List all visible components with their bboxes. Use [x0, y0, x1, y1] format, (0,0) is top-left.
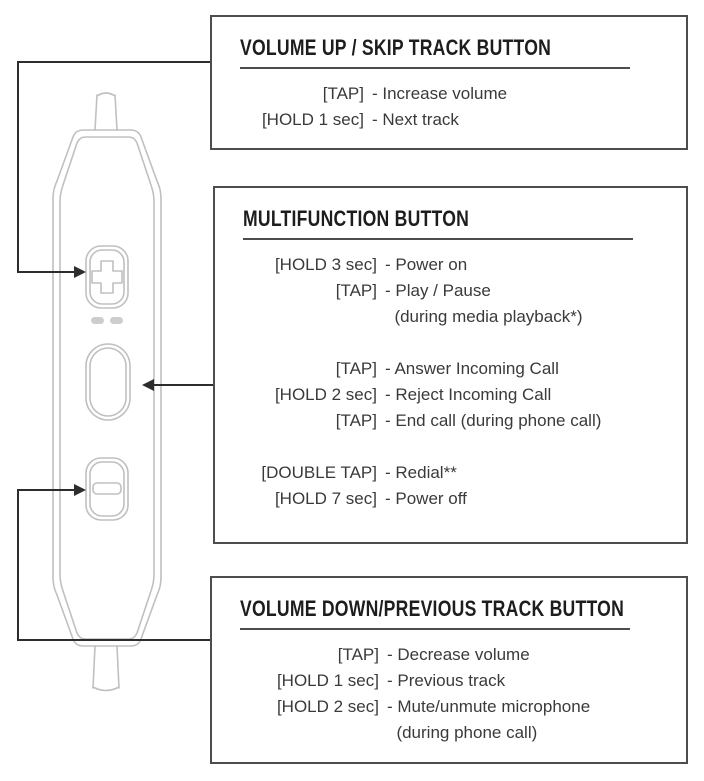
action-desc: - Redial** — [385, 463, 457, 482]
action-desc: - Answer Incoming Call — [385, 359, 559, 378]
title-underline — [240, 628, 630, 630]
action-desc: - End call (during phone call) — [385, 411, 602, 430]
instruction-row — [243, 486, 686, 512]
action-desc: - Decrease volume — [387, 645, 530, 664]
action-desc: - Mute/unmute microphone — [387, 697, 591, 716]
callout-multifunction — [213, 186, 688, 544]
instruction-row — [243, 304, 686, 330]
title-underline — [243, 238, 633, 240]
action-desc: - Play / Pause — [385, 281, 491, 300]
instruction-group — [240, 642, 686, 746]
action-key: [TAP] — [335, 281, 377, 300]
box-title: VOLUME UP / SKIP TRACK BUTTON — [240, 35, 552, 60]
led-dash-left — [91, 317, 104, 324]
action-desc: - Reject Incoming Call — [385, 385, 552, 404]
action-key — [240, 720, 379, 746]
instruction-row — [240, 694, 686, 720]
action-key: [HOLD 1 sec] — [261, 110, 364, 129]
instruction-group — [243, 252, 686, 330]
instruction-group — [243, 356, 686, 434]
callout-volume-down — [210, 576, 688, 764]
action-key: [HOLD 1 sec] — [276, 671, 379, 690]
action-desc: (during media playback*) — [385, 307, 583, 326]
instruction-list — [240, 642, 686, 746]
callout-volume-up — [210, 15, 688, 150]
connector-volume-down — [18, 490, 210, 640]
plus-icon — [92, 261, 122, 293]
device-body-outer — [53, 130, 161, 646]
multifunction-button-inner — [90, 348, 126, 416]
arrowhead-volume-down-icon — [74, 484, 86, 496]
action-desc: (during phone call) — [387, 723, 538, 742]
minus-icon — [93, 483, 121, 494]
action-desc: - Next track — [372, 110, 459, 129]
instruction-group — [240, 81, 686, 133]
instruction-row — [243, 382, 686, 408]
action-key: [TAP] — [322, 84, 364, 103]
led-indicators — [91, 317, 123, 324]
instruction-row — [243, 278, 686, 304]
device-body-inner — [60, 137, 154, 639]
arrowhead-volume-up-icon — [74, 266, 86, 278]
instruction-row — [240, 81, 686, 107]
device-outline — [53, 93, 161, 691]
action-desc: - Power off — [385, 489, 467, 508]
instruction-row — [240, 720, 686, 746]
action-key: [DOUBLE TAP] — [261, 463, 377, 482]
instruction-row — [243, 408, 686, 434]
instruction-row — [240, 668, 686, 694]
instruction-row — [243, 252, 686, 278]
action-desc: - Power on — [385, 255, 468, 274]
instruction-row — [240, 107, 686, 133]
instruction-group — [243, 460, 686, 512]
action-key: [HOLD 7 sec] — [274, 489, 377, 508]
instruction-list — [240, 81, 686, 133]
box-title: MULTIFUNCTION BUTTON — [243, 206, 470, 231]
connector-lines — [18, 62, 213, 640]
action-key — [243, 304, 377, 330]
action-key: [HOLD 2 sec] — [276, 697, 379, 716]
instruction-list — [243, 252, 686, 512]
action-desc: - Previous track — [387, 671, 506, 690]
cable-bottom-icon — [93, 646, 119, 691]
instruction-row — [240, 642, 686, 668]
action-key: [HOLD 2 sec] — [274, 385, 377, 404]
action-key: [TAP] — [337, 645, 379, 664]
box-title: VOLUME DOWN/PREVIOUS TRACK BUTTON — [240, 596, 625, 621]
action-key: [TAP] — [335, 411, 377, 430]
volume-down-button-inner — [90, 462, 124, 516]
action-key: [HOLD 3 sec] — [274, 255, 377, 274]
instruction-row — [243, 460, 686, 486]
title-underline — [240, 67, 630, 69]
action-key: [TAP] — [335, 359, 377, 378]
connector-volume-up — [18, 62, 210, 272]
arrowhead-multifunction-icon — [142, 379, 154, 391]
instruction-row — [243, 356, 686, 382]
volume-up-button-inner — [90, 250, 124, 304]
led-dash-right — [110, 317, 123, 324]
cable-top-icon — [95, 93, 117, 130]
action-desc: - Increase volume — [372, 84, 508, 103]
